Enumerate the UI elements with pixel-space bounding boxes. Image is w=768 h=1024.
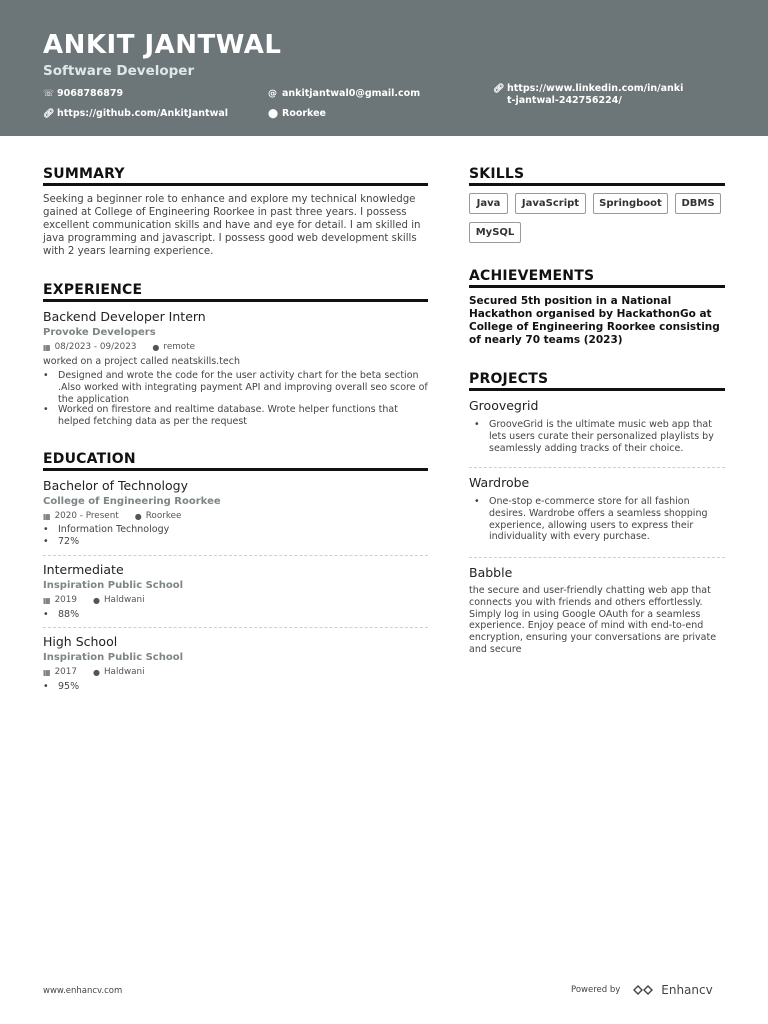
education-bullet: • 88%	[43, 609, 80, 620]
skill-tag: MySQL	[469, 222, 521, 243]
experience-company: Provoke Developers	[43, 327, 156, 338]
experience-rule	[43, 299, 428, 302]
experience-meta	[43, 342, 195, 352]
experience-role: Backend Developer Intern	[43, 309, 206, 324]
experience-heading: EXPERIENCE	[43, 282, 143, 298]
enhancv-brand-text: Enhancv	[661, 983, 713, 997]
location-pin-icon: ●	[92, 667, 100, 677]
skills-rule	[469, 183, 725, 186]
resume-header	[0, 0, 768, 136]
project-name: Groovegrid	[469, 398, 539, 413]
enhancv-logo[interactable]	[632, 983, 712, 997]
project-bullet: • One-stop e-commerce store for all fashion desires. Wardrobe offers a seamless shopping experience, allowing users to express their individuality with every purchase.	[474, 496, 708, 543]
achievements-heading: ACHIEVEMENTS	[469, 268, 595, 284]
location-pin-icon: ●	[134, 511, 142, 521]
education-meta: ▦ 2020 - Present ● Roorkee	[43, 511, 182, 521]
education-school: Inspiration Public School	[43, 580, 184, 591]
skill-tag: DBMS	[675, 193, 721, 214]
experience-bullet: • Worked on firestore and realtime database. Wrote helper functions that helped fetching data as per the request	[43, 404, 398, 427]
location-pin-icon: ●	[92, 595, 100, 605]
experience-dates: 08/2023 - 09/2023	[54, 342, 137, 352]
project-name: Babble	[469, 565, 513, 580]
education-meta: ▦ 2019 ● Haldwani	[43, 595, 145, 605]
github-text[interactable]: https://github.com/AnkitJantwal	[57, 108, 229, 119]
calendar-icon: ▦	[43, 667, 51, 677]
linkedin-text[interactable]: https://www.linkedin.com/in/ankit-jantwal-242756224/	[507, 83, 684, 106]
enhancv-logo-icon	[632, 984, 656, 996]
education-rule	[43, 468, 428, 471]
footer-website[interactable]: www.enhancv.com	[43, 986, 123, 996]
achievement-text: Secured 5th position in a National Hackathon organised by HackathonGo at College of Engineering Roorkee consisting of nearly 70 teams (2023)	[469, 295, 720, 346]
education-bullet: • Information Technology	[43, 524, 170, 535]
divider	[43, 627, 428, 628]
contact-linkedin[interactable]	[493, 83, 693, 107]
calendar-icon: ▦	[43, 511, 51, 521]
contact-github[interactable]	[43, 108, 228, 120]
location-pin-icon: ⬤	[268, 109, 279, 119]
link-icon: 🔗︎	[493, 84, 505, 94]
contact-phone	[43, 88, 123, 100]
project-bullet: • GrooveGrid is the ultimate music web app that lets users curate their personalized playlists by seamlessly adding tracks of their choice.	[474, 419, 714, 454]
projects-rule	[469, 388, 725, 391]
powered-by-label: Powered by	[571, 985, 621, 995]
candidate-role: Software Developer	[43, 63, 195, 79]
phone-text: 9068786879	[57, 88, 124, 99]
calendar-icon: ▦	[43, 595, 51, 605]
skill-tag: Springboot	[593, 193, 668, 214]
divider	[469, 467, 725, 468]
contact-email[interactable]	[268, 88, 420, 100]
project-name: Wardrobe	[469, 475, 530, 490]
location-pin-icon: ●	[152, 342, 160, 352]
education-heading: EDUCATION	[43, 451, 136, 467]
at-icon: @	[268, 89, 277, 99]
summary-text: Seeking a beginner role to enhance and explore my technical knowledge gained at College of Engineering Roorkee in past three years. I possess excellent communication skills and have and eye for detail. I am skilled in java programming and javascript. I possess good web development skills with 2 years learning experience.	[43, 194, 421, 257]
divider	[43, 555, 428, 556]
education-degree: Bachelor of Technology	[43, 478, 188, 493]
education-school: Inspiration Public School	[43, 652, 184, 663]
achievements-rule	[469, 285, 725, 288]
summary-heading: SUMMARY	[43, 166, 125, 182]
experience-location: remote	[163, 342, 196, 352]
education-degree: Intermediate	[43, 562, 124, 577]
education-degree: High School	[43, 634, 118, 649]
education-bullet: • 95%	[43, 681, 80, 692]
email-text[interactable]: ankitjantwal0@gmail.com	[282, 88, 421, 99]
experience-description: worked on a project called neatskills.tech	[43, 356, 241, 367]
education-bullet: • 72%	[43, 536, 80, 547]
education-school: College of Engineering Roorkee	[43, 496, 221, 507]
summary-rule	[43, 183, 428, 186]
skills-heading: SKILLS	[469, 166, 525, 182]
link-icon: 🔗︎	[43, 109, 55, 119]
contact-location	[268, 108, 326, 120]
education-meta: ▦ 2017 ● Haldwani	[43, 667, 145, 677]
skill-tag: Java	[469, 193, 508, 214]
candidate-name: ANKIT JANTWAL	[43, 30, 282, 60]
project-description: the secure and user-friendly chatting web app that connects you with friends and others effortlessly. Simply log in using Google OAuth for a seamless experience. Enjoy peace of mind with end-to-end encryption, ensuring your conversations are private and secure	[469, 585, 717, 655]
projects-heading: PROJECTS	[469, 371, 549, 387]
calendar-icon: ▦	[43, 342, 51, 352]
location-text: Roorkee	[282, 108, 327, 119]
footer-powered-by[interactable]	[571, 983, 713, 997]
phone-icon: ☏	[43, 89, 55, 99]
divider	[469, 557, 725, 558]
skill-tag: JavaScript	[515, 193, 586, 214]
experience-bullet: • Designed and wrote the code for the user activity chart for the beta section .Also worked with integrating payment API and improving overall seo score of the application	[43, 370, 428, 405]
